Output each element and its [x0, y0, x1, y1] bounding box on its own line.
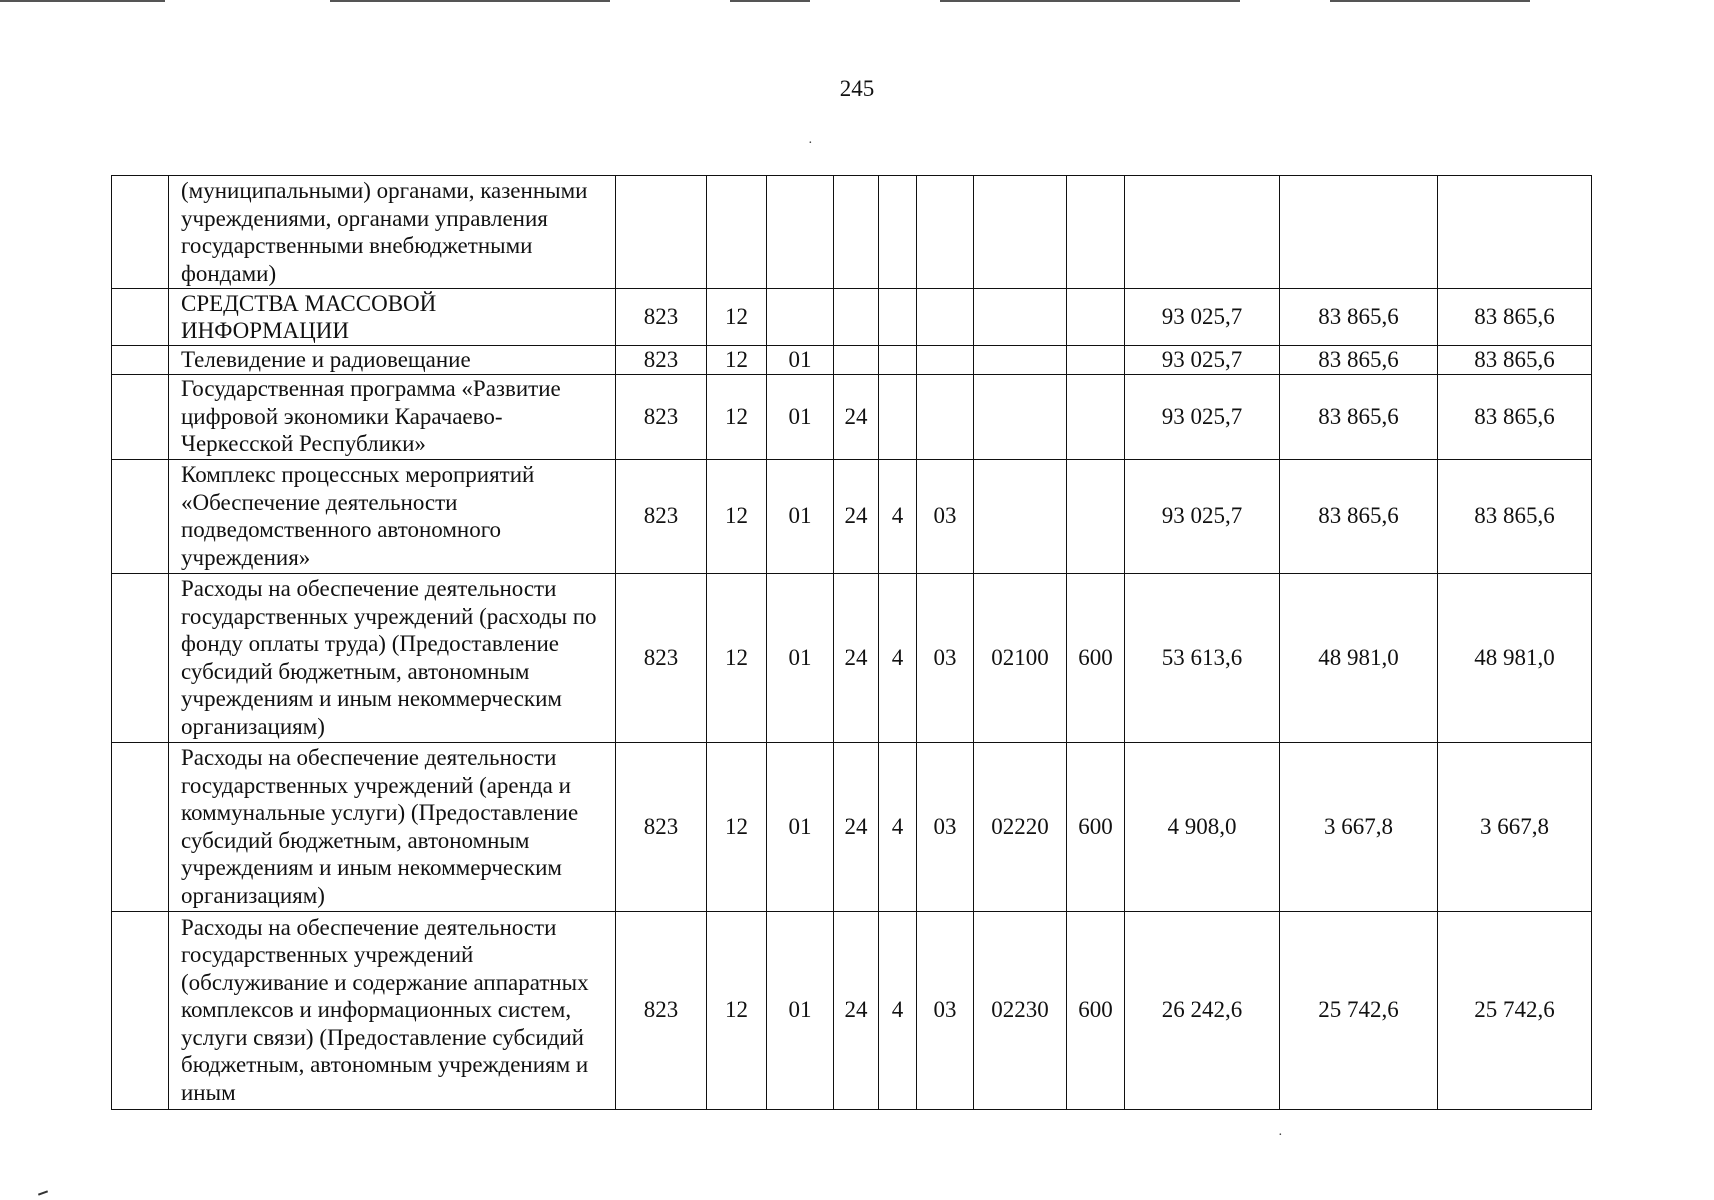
- program-code-cell: 24: [834, 573, 879, 742]
- ministry-code-cell: 823: [616, 573, 707, 742]
- row-number-cell: [112, 459, 169, 573]
- expense-type-cell: [1067, 176, 1125, 289]
- scan-corner-mark: [38, 1190, 48, 1195]
- expense-type-cell: [1067, 374, 1125, 459]
- expense-type-cell: [1067, 346, 1125, 375]
- item-name-cell: Расходы на обеспечение деятельности государственных учреждений (аренда и коммунальные услуги) (Предоставление субсидий бюджетным, автономным учреждениям и иным некоммерческим организациям): [169, 742, 616, 911]
- subsection-code-cell: 01: [767, 346, 834, 375]
- ministry-code-cell: [616, 176, 707, 289]
- expense-direction-cell: 02230: [974, 911, 1067, 1109]
- row-number-cell: [112, 346, 169, 375]
- structural-element-cell: [917, 289, 974, 346]
- section-code-cell: 12: [707, 346, 767, 375]
- amount-year2-cell: 3 667,8: [1280, 742, 1438, 911]
- expense-direction-cell: 02220: [974, 742, 1067, 911]
- subsection-code-cell: 01: [767, 573, 834, 742]
- item-name-cell: (муниципальными) органами, казенными учреждениями, органами управления государственными внебюджетными фондами): [169, 176, 616, 289]
- structural-element-cell: [917, 374, 974, 459]
- table-row: [112, 573, 1592, 742]
- row-number-cell: [112, 573, 169, 742]
- expense-direction-cell: 02100: [974, 573, 1067, 742]
- structural-element-cell: 03: [917, 911, 974, 1109]
- subsection-code-cell: [767, 176, 834, 289]
- row-number-cell: [112, 911, 169, 1109]
- amount-year2-cell: 83 865,6: [1280, 459, 1438, 573]
- subsection-code-cell: 01: [767, 742, 834, 911]
- item-name-cell: Государственная программа «Развитие цифровой экономики Карачаево-Черкесской Республики»: [169, 374, 616, 459]
- program-type-cell: 4: [879, 742, 917, 911]
- program-code-cell: 24: [834, 459, 879, 573]
- page-number: 245: [839, 76, 875, 101]
- section-code-cell: 12: [707, 374, 767, 459]
- amount-year2-cell: 25 742,6: [1280, 911, 1438, 1109]
- amount-year3-cell: 3 667,8: [1438, 742, 1592, 911]
- section-code-cell: 12: [707, 573, 767, 742]
- subsection-code-cell: [767, 289, 834, 346]
- expense-direction-cell: [974, 374, 1067, 459]
- program-type-cell: 4: [879, 911, 917, 1109]
- program-type-cell: [879, 346, 917, 375]
- section-code-cell: 12: [707, 911, 767, 1109]
- scan-top-edge-far-right: [1330, 0, 1530, 2]
- ministry-code-cell: 823: [616, 742, 707, 911]
- expense-type-cell: 600: [1067, 742, 1125, 911]
- scan-top-edge-left: [0, 0, 165, 2]
- section-code-cell: 12: [707, 742, 767, 911]
- expense-direction-cell: [974, 289, 1067, 346]
- subsection-code-cell: 01: [767, 374, 834, 459]
- amount-year1-cell: 93 025,7: [1125, 459, 1280, 573]
- scan-speck: ·: [808, 136, 813, 151]
- ministry-code-cell: 823: [616, 911, 707, 1109]
- amount-year3-cell: 83 865,6: [1438, 459, 1592, 573]
- amount-year1-cell: 93 025,7: [1125, 289, 1280, 346]
- scan-top-edge-mid: [330, 0, 610, 2]
- subsection-code-cell: 01: [767, 459, 834, 573]
- ministry-code-cell: 823: [616, 459, 707, 573]
- row-number-cell: [112, 742, 169, 911]
- budget-table: [111, 175, 1592, 1110]
- amount-year3-cell: [1438, 176, 1592, 289]
- amount-year1-cell: [1125, 176, 1280, 289]
- program-type-cell: [879, 176, 917, 289]
- program-type-cell: [879, 289, 917, 346]
- structural-element-cell: 03: [917, 742, 974, 911]
- amount-year3-cell: 83 865,6: [1438, 346, 1592, 375]
- ministry-code-cell: 823: [616, 346, 707, 375]
- amount-year3-cell: 83 865,6: [1438, 289, 1592, 346]
- program-code-cell: [834, 289, 879, 346]
- expense-direction-cell: [974, 459, 1067, 573]
- amount-year1-cell: 93 025,7: [1125, 374, 1280, 459]
- amount-year1-cell: 53 613,6: [1125, 573, 1280, 742]
- amount-year2-cell: [1280, 176, 1438, 289]
- expense-direction-cell: [974, 176, 1067, 289]
- ministry-code-cell: 823: [616, 374, 707, 459]
- expense-type-cell: [1067, 289, 1125, 346]
- amount-year2-cell: 48 981,0: [1280, 573, 1438, 742]
- table-row: [112, 346, 1592, 375]
- structural-element-cell: 03: [917, 459, 974, 573]
- program-type-cell: 4: [879, 573, 917, 742]
- expense-type-cell: [1067, 459, 1125, 573]
- table-row: [112, 176, 1592, 289]
- amount-year2-cell: 83 865,6: [1280, 346, 1438, 375]
- amount-year1-cell: 26 242,6: [1125, 911, 1280, 1109]
- item-name-cell: Комплекс процессных мероприятий «Обеспечение деятельности подведомственного автономного учреждения»: [169, 459, 616, 573]
- item-name-cell: Телевидение и радиовещание: [169, 346, 616, 375]
- structural-element-cell: 03: [917, 573, 974, 742]
- program-code-cell: 24: [834, 911, 879, 1109]
- program-type-cell: 4: [879, 459, 917, 573]
- row-number-cell: [112, 176, 169, 289]
- program-type-cell: [879, 374, 917, 459]
- scan-top-edge-right: [940, 0, 1240, 2]
- table-row: [112, 374, 1592, 459]
- program-code-cell: 24: [834, 742, 879, 911]
- amount-year1-cell: 4 908,0: [1125, 742, 1280, 911]
- amount-year2-cell: 83 865,6: [1280, 374, 1438, 459]
- item-name-cell: Расходы на обеспечение деятельности государственных учреждений (расходы по фонду оплаты труда) (Предоставление субсидий бюджетным, автономным учреждениям и иным некоммерческим организациям): [169, 573, 616, 742]
- structural-element-cell: [917, 346, 974, 375]
- table-row: [112, 742, 1592, 911]
- section-code-cell: 12: [707, 459, 767, 573]
- expense-type-cell: 600: [1067, 911, 1125, 1109]
- structural-element-cell: [917, 176, 974, 289]
- program-code-cell: [834, 346, 879, 375]
- table-row: [112, 289, 1592, 346]
- amount-year2-cell: 83 865,6: [1280, 289, 1438, 346]
- scan-speck: ·: [1278, 1128, 1283, 1143]
- amount-year3-cell: 83 865,6: [1438, 374, 1592, 459]
- item-name-cell: Расходы на обеспечение деятельности государственных учреждений (обслуживание и содержание аппаратных комплексов и информационных систем, услуги связи) (Предоставление субсидий бюджетным, автономным учреждениям и иным: [169, 911, 616, 1109]
- expense-direction-cell: [974, 346, 1067, 375]
- table-row: [112, 911, 1592, 1109]
- expense-type-cell: 600: [1067, 573, 1125, 742]
- row-number-cell: [112, 289, 169, 346]
- ministry-code-cell: 823: [616, 289, 707, 346]
- item-name-cell: СРЕДСТВА МАССОВОЙ ИНФОРМАЦИИ: [169, 289, 616, 346]
- amount-year1-cell: 93 025,7: [1125, 346, 1280, 375]
- row-number-cell: [112, 374, 169, 459]
- section-code-cell: 12: [707, 289, 767, 346]
- program-code-cell: 24: [834, 374, 879, 459]
- amount-year3-cell: 48 981,0: [1438, 573, 1592, 742]
- scan-top-edge-mid2: [730, 0, 810, 2]
- subsection-code-cell: 01: [767, 911, 834, 1109]
- amount-year3-cell: 25 742,6: [1438, 911, 1592, 1109]
- section-code-cell: [707, 176, 767, 289]
- program-code-cell: [834, 176, 879, 289]
- table-row: [112, 459, 1592, 573]
